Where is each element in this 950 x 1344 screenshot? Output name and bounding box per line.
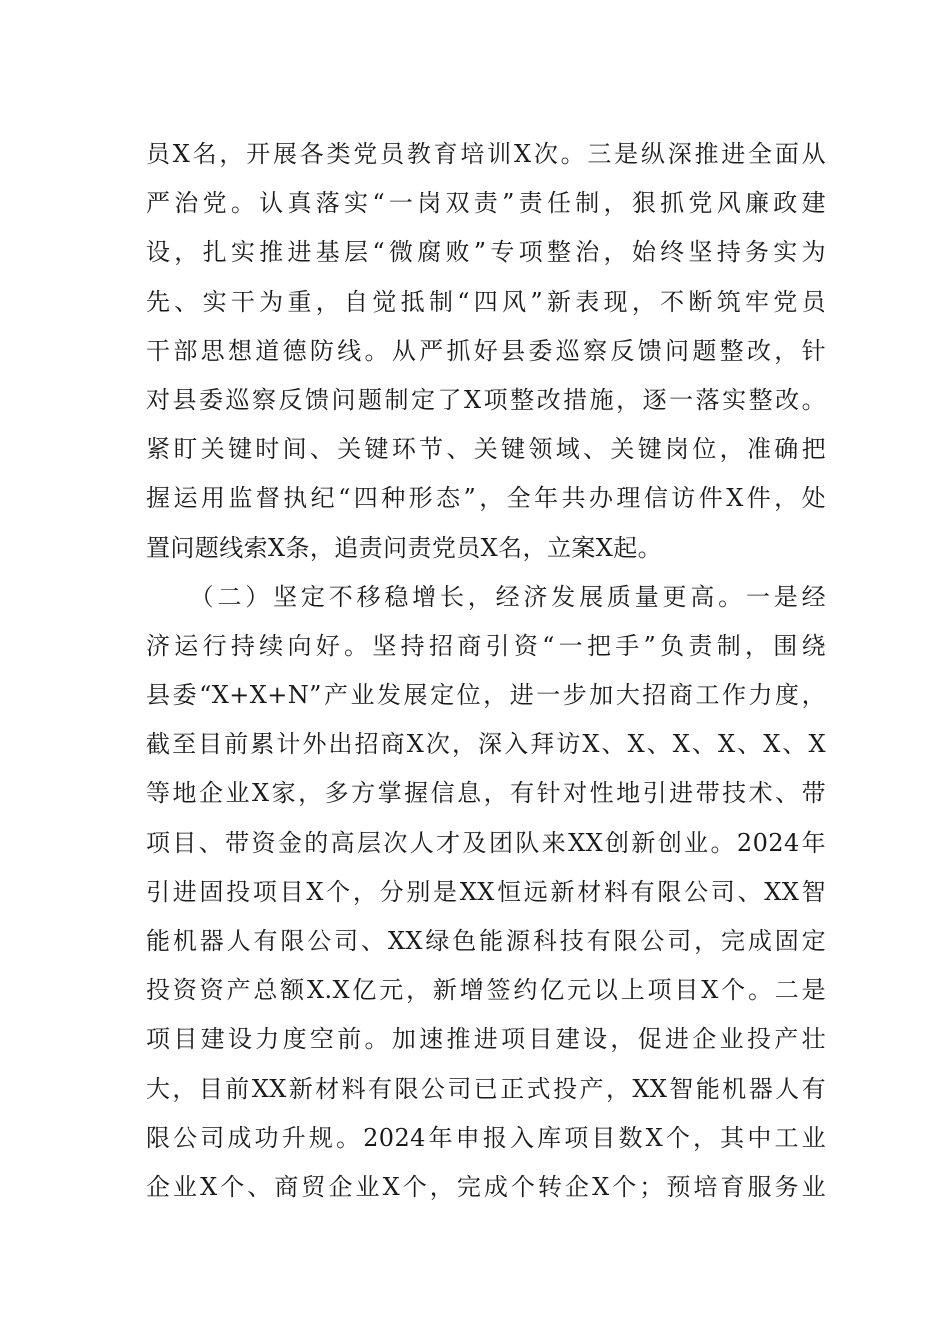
text-line: 限公司成功升规。2024年申报入库项目数X个，其中工业 [146,1123,826,1152]
text-line: （二）坚定不移稳增长，经济发展质量更高。一是经 [146,582,826,611]
document-body [146,130,826,1212]
text-line: 项目建设力度空前。加速推进项目建设，促进企业投产壮 [146,1025,826,1054]
text-line: 项目、带资金的高层次人才及团队来XX创新创业。2024年 [146,828,826,857]
paragraph-2 [146,573,826,1212]
text-line: 握运用监督执纪“四种形态”，全年共办理信访件X件，处 [146,484,826,513]
text-line: 紧盯关键时间、关键环节、关键领域、关键岗位，准确把 [146,435,826,464]
text-line: 员X名，开展各类党员教育培训X次。三是纵深推进全面从 [146,140,826,168]
text-line: 先、实干为重，自觉抵制“四风”新表现，不断筑牢党员 [146,287,826,316]
text-line: 企业X个、商贸企业X个，完成个转企X个；预培育服务业 [146,1172,826,1201]
text-line: 置问题线索X条，追责问责党员X名，立案X起。 [146,533,663,562]
text-line: 引进固投项目X个，分别是XX恒远新材料有限公司、XX智 [146,877,826,906]
text-line: 济运行持续向好。坚持招商引资“一把手”负责制，围绕 [146,631,826,660]
text-line: 严治党。认真落实“一岗双责”责任制，狠抓党风廉政建 [146,189,826,218]
text-line: 对县委巡察反馈问题制定了X项整改措施，逐一落实整改。 [146,385,826,414]
text-line: 干部思想道德防线。从严抓好县委巡察反馈问题整改，针 [146,336,826,365]
text-line: 等地企业X家，多方掌握信息，有针对性地引进带技术、带 [146,779,826,808]
text-line: 能机器人有限公司、XX绿色能源科技有限公司，完成固定 [146,927,826,955]
text-line: 截至目前累计外出招商X次，深入拜访X、X、X、X、X、X [146,730,826,759]
text-line: 县委“X+X+N”产业发展定位，进一步加大招商工作力度， [146,681,826,710]
text-line: 投资资产总额X.X亿元，新增签约亿元以上项目X个。二是 [146,976,826,1005]
text-line: 设，扎实推进基层“微腐败”专项整治，始终坚持务实为 [146,238,826,267]
text-line: 大，目前XX新材料有限公司已正式投产，XX智能机器人有 [146,1074,826,1103]
paragraph-1 [146,130,826,573]
